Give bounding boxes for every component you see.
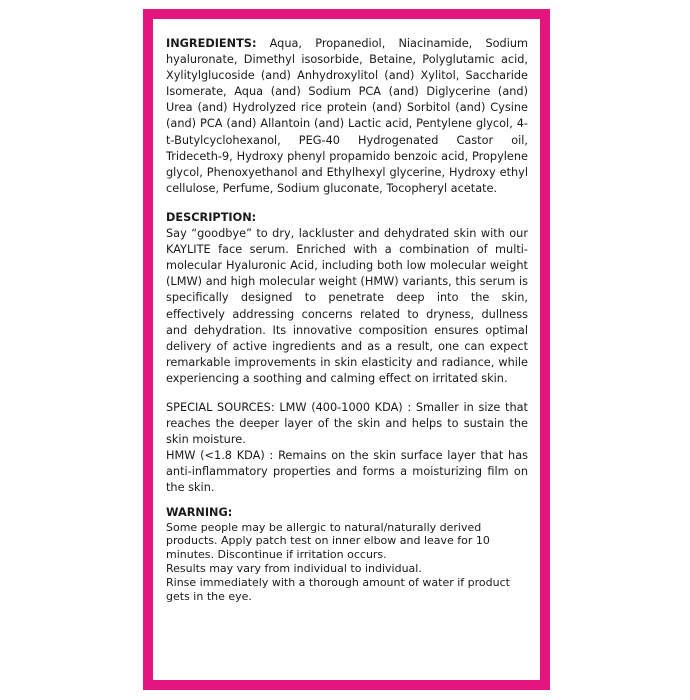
- warning-line-rinse: Rinse immediately with a thorough amount of water if product gets in the eye.: [166, 575, 510, 603]
- ingredients-section: [166, 36, 528, 197]
- description-text: Say “goodbye” to dry, lackluster and dehydrated skin with our KAYLITE face serum. Enriched with a combination of multi-molecular Hyaluronic Acid, including both low molecular weight (LMW) and high molecular weight (HMW) variants, this serum is specifically designed to penetrate deep into the skin, effectively addressing concerns related to dryness, dullness and dehydration. Its innovative composition ensures optimal delivery of active ingredients and as a result, one can expect remarkable improvements in skin elasticity and radiance, while experiencing a soothing and calming effect on irritated skin.: [166, 227, 528, 385]
- warning-heading: WARNING:: [166, 505, 233, 519]
- warning-line-results: Results may vary from individual to individual.: [166, 562, 422, 576]
- warning-line-allergy: Some people may be allergic to natural/naturally derived products. Apply patch test on inner elbow and leave for 10 minutes. Discontinue if irritation occurs.: [166, 520, 490, 562]
- special-sources-hmw: HMW (<1.8 KDA) : Remains on the skin surface layer that has anti-inflammatory properties and forms a moisturizing film on the skin.: [166, 449, 528, 495]
- warning-text: [166, 521, 528, 604]
- ingredients-text: Aqua, Propanediol, Niacinamide, Sodium hyaluronate, Dimethyl isosorbide, Betaine, Polyglutamic acid, Xylitylglucoside (and) Anhydroxylitol (and) Xylitol, Saccharide Isomerate, Aqua (and) Sodium PCA (and) Diglycerine (and) Urea (and) Hydrolyzed rice protein (and) Sorbitol (and) Cysine (and) PCA (and) Allantoin (and) Lactic acid, Pentylene glycol, 4-t-Butylcyclohexanol, PEG-40 Hydrogenated Castor oil, Trideceth-9, Hydroxy phenyl propamido benzoic acid, Propylene glycol, Phenoxyethanol and Ethylhexyl glycerine, Hydroxy ethyl cellulose, Perfume, Sodium gluconate, Tocopheryl acetate.: [166, 37, 528, 195]
- label-content: [166, 36, 528, 603]
- special-sources-lmw: SPECIAL SOURCES: LMW (400-1000 KDA) : Smaller in size that reaches the deeper layer of the skin and helps to sustain the skin moisture.: [166, 400, 528, 447]
- ingredients-heading: INGREDIENTS:: [166, 37, 257, 50]
- description-heading: DESCRIPTION:: [166, 210, 257, 224]
